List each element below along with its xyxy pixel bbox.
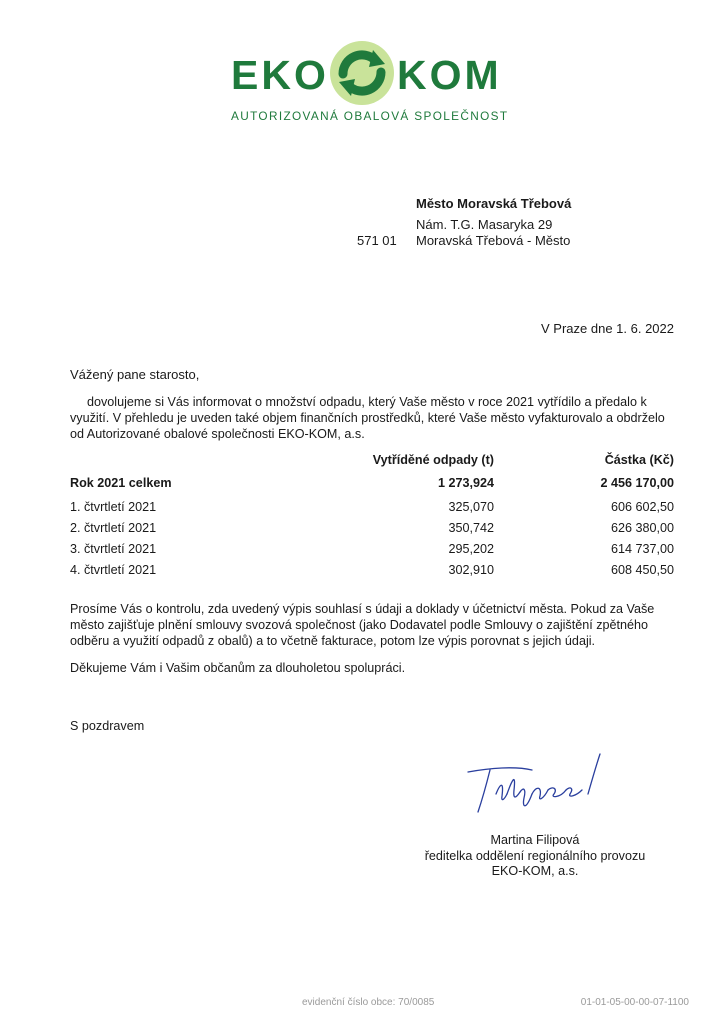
recipient-name: Město Moravská Třebová	[416, 196, 572, 211]
logo-tagline: AUTORIZOVANÁ OBALOVÁ SPOLEČNOST	[231, 109, 509, 123]
logo-word-right: KOM	[397, 52, 502, 98]
header-amount: Částka (Kč)	[604, 453, 674, 467]
footer-code: 01-01-05-00-00-07-1100	[580, 997, 689, 1008]
recipient-city: Moravská Třebová - Město	[416, 233, 571, 248]
salutation: Vážený pane starosto,	[70, 367, 200, 382]
recipient-street: Nám. T.G. Masaryka 29	[416, 217, 553, 232]
row-amount: 614 737,00	[610, 542, 674, 556]
row-label: 3. čtvrtletí 2021	[70, 542, 157, 556]
eko-kom-logo	[229, 40, 509, 126]
signatory-role: ředitelka oddělení regionálního provozu	[424, 849, 646, 863]
thanks-line: Děkujeme Vám i Vašim občanům za dlouholetou spolupráci.	[70, 661, 406, 675]
footer-reference: evidenční číslo obce: 70/0085	[302, 997, 435, 1008]
total-label: Rok 2021 celkem	[70, 476, 172, 490]
row-label: 2. čtvrtletí 2021	[70, 521, 157, 535]
row-waste: 302,910	[448, 563, 494, 577]
row-waste: 295,202	[448, 542, 494, 556]
logo-word-left: EKO	[231, 52, 329, 98]
date-line: V Praze dne 1. 6. 2022	[541, 321, 674, 336]
row-label: 1. čtvrtletí 2021	[70, 500, 157, 514]
verification-paragraph: Prosíme Vás o kontrolu, zda uvedený výpis souhlasí s údaji a doklady v účetnictví města. Pokud za Vaše město zajišťuje plnění smlouvy svozová společnost (jako Dodavatel podle Smlouvy o zajištění zpětného odběru a využití odpadů z obalů) a to včetně fakturace, potom lze výpis porovnat s jejich údaji.	[70, 602, 655, 649]
recipient-zip: 571 01	[357, 233, 397, 248]
row-amount: 608 450,50	[610, 563, 674, 577]
row-label: 4. čtvrtletí 2021	[70, 563, 157, 577]
total-waste: 1 273,924	[437, 476, 494, 490]
row-amount: 606 602,50	[610, 500, 674, 514]
recycle-arrows-icon	[329, 40, 395, 106]
total-amount: 2 456 170,00	[600, 476, 674, 490]
signatory-company: EKO-KOM, a.s.	[491, 864, 579, 878]
row-waste: 350,742	[448, 521, 494, 535]
row-amount: 626 380,00	[610, 521, 674, 535]
regards-line: S pozdravem	[70, 719, 145, 733]
handwritten-signature	[460, 750, 610, 830]
row-waste: 325,070	[448, 500, 494, 514]
header-waste: Vytříděné odpady (t)	[372, 453, 494, 467]
intro-paragraph: dovolujeme si Vás informovat o množství odpadu, který Vaše město v roce 2021 vytřídilo a předalo k využití. V přehledu je uveden také objem finančních prostředků, které Vaše město vyfakturovalo a obdrželo od Autorizované obalové společnosti EKO-KOM, a.s.	[70, 395, 665, 442]
signatory-name: Martina Filipová	[490, 833, 580, 847]
